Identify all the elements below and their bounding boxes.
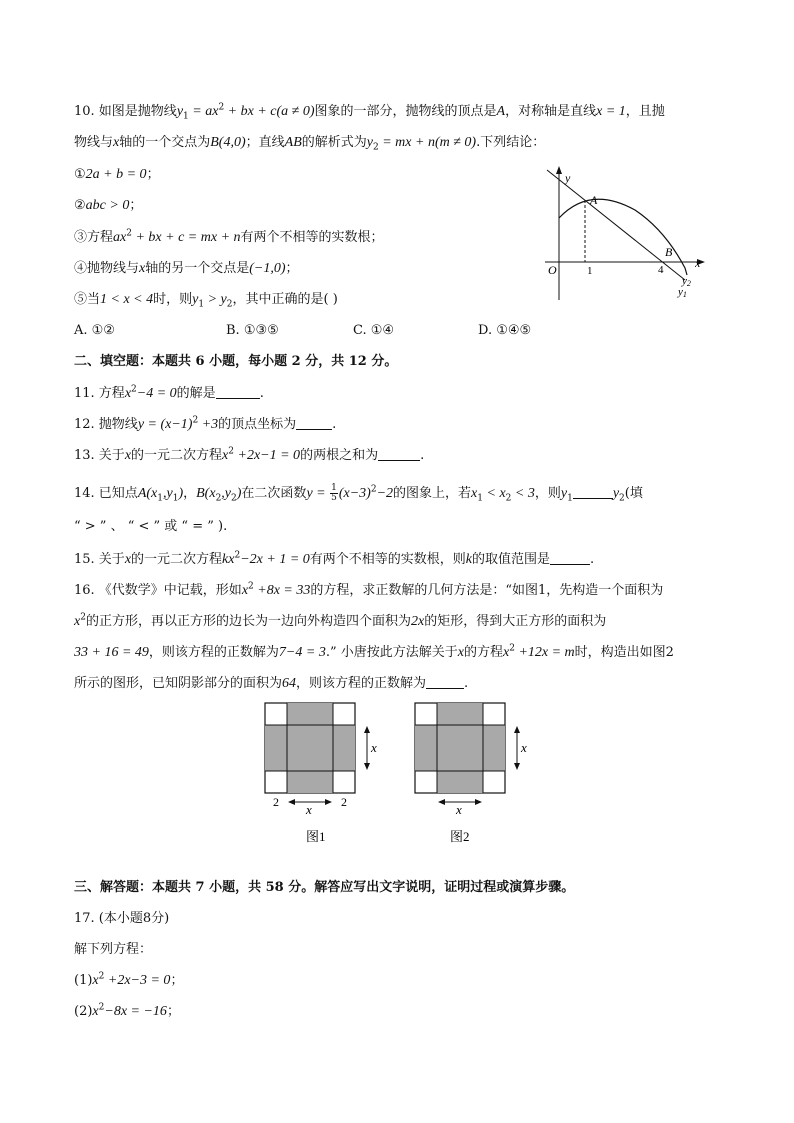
q10-math: abc > 0 [85, 198, 130, 213]
q10-math: + bx + c(a ≠ 0) [224, 104, 315, 119]
q16-math: 2x [410, 614, 425, 629]
q15-text: 有两个不相等的实数根，则 [309, 552, 466, 567]
q15-math: k [465, 552, 473, 567]
q14-text: 14. 已知点 [74, 486, 138, 501]
q14-sub: 2 [619, 493, 625, 504]
q13-sup: 2 [228, 446, 234, 457]
q10-text: 图象的一部分，抛物线的顶点是 [314, 104, 497, 119]
q16-sup: 2 [509, 643, 515, 654]
q13-math: x [124, 448, 132, 463]
q13-text: 的两根之和为 [300, 448, 379, 463]
q16-math: x [74, 614, 81, 629]
q17-title: 17. (本小题8分) [74, 911, 170, 926]
q10-option-d: D. ①④⑤ [478, 323, 532, 338]
q14-math: x [471, 486, 478, 501]
q10-text: .下列结论： [476, 135, 546, 150]
q15-text: . [590, 552, 595, 567]
q10-math: = ax [188, 104, 219, 119]
q14-math: ) [236, 486, 242, 501]
x-axis-label: x [695, 256, 701, 270]
q14-math: −2 [376, 486, 394, 501]
q16-text: 所示的图形，已知阴影部分的面积为 [74, 676, 283, 691]
q16-text: 的正方形，再以正方形的边长为一边向外构造四个面积为 [85, 614, 411, 629]
q12-math: y = (x−1) [137, 417, 193, 432]
section-3-heading: 三、解答题：本题共 7 小题，共 58 分。解答应写出文字说明，证明过程或演算步骤。 [74, 880, 575, 895]
q10-text: ② [74, 198, 86, 213]
fig1-x-label-bottom: x [306, 802, 312, 817]
q14-fraction-denominator: 5 [331, 493, 337, 503]
q11-math: x [124, 386, 132, 401]
q10-text: ；直线 [245, 135, 285, 150]
q17-text: (2) [74, 1004, 93, 1019]
q16-sup: 2 [80, 612, 86, 623]
arrowhead [364, 726, 370, 733]
fig1-label-2-right: 2 [341, 795, 347, 809]
q10-math: x [139, 261, 146, 276]
q10-text: 轴的另一个交点是 [145, 261, 250, 276]
q16-text: ，则该方程的正数解为 [148, 645, 279, 660]
q12-math: +3 [198, 417, 219, 432]
q13 [74, 446, 424, 466]
q10-sub: 1 [183, 111, 189, 122]
q15-math: −2x + 1 = 0 [240, 552, 310, 567]
q10-sup: 2 [218, 102, 225, 113]
q17-sup: 2 [98, 971, 105, 982]
q16-math: x [502, 645, 510, 660]
q14-math: y [612, 486, 620, 501]
q16-line1 [74, 581, 663, 601]
q14-sub: 2 [215, 493, 222, 504]
q11-answer-blank[interactable] [216, 384, 260, 399]
q14-sub: 2 [505, 493, 512, 504]
q10-statement-1 [74, 165, 160, 185]
q16-math: 64 [282, 676, 297, 691]
shaded-horizontal [265, 725, 355, 771]
q14-answer-blank[interactable] [573, 484, 613, 499]
q14-fraction-numerator: 1 [331, 483, 337, 493]
y2-label: y2 [682, 275, 691, 288]
q10-sub: 2 [373, 142, 379, 153]
q11-text: 11. 方程 [74, 386, 125, 401]
q14-math: ,y [162, 486, 173, 501]
q10-math: x [113, 135, 120, 150]
q11-text: . [259, 386, 264, 401]
q10-math: y [366, 135, 373, 150]
q10-text: ① [74, 167, 86, 182]
q10-math: y [176, 104, 184, 119]
q14-math: y = [306, 486, 330, 501]
y-axis-arrow [556, 166, 562, 174]
arrowhead [325, 799, 332, 805]
q10-text: ④抛物线与 [74, 261, 140, 276]
q10-text: 物线与 [74, 135, 114, 150]
q15-math: kx [222, 552, 235, 567]
fig2-x-label-bottom: x [456, 802, 462, 817]
q12-text: . [332, 417, 337, 432]
q12-text: 12. 抛物线 [74, 417, 138, 432]
arrowhead [514, 726, 520, 733]
q10-sub: 1 [198, 299, 205, 310]
q16-math: 7−4 = 3 [278, 645, 326, 660]
q14-math: A(x [137, 486, 158, 501]
q14-text: 的图象上，若 [393, 486, 472, 501]
q10-text: 轴的一个交点为 [119, 135, 211, 150]
q16-math: +12x = m [514, 645, 575, 660]
q11-text: 的解是 [176, 386, 216, 401]
q14-math: ,y [221, 486, 232, 501]
q10-text: 的解析式为 [301, 135, 367, 150]
fig1-x-label-right: x [371, 740, 377, 755]
q10-math: + bx + c = mx + n [131, 230, 241, 245]
q10-text: 有两个不相等的实数根； [240, 230, 384, 245]
q17-math: x [92, 973, 99, 988]
arrowhead [288, 799, 295, 805]
fig2-x-label-right: x [521, 740, 527, 755]
q13-text: 的一元二次方程 [131, 448, 223, 463]
q10-line1 [74, 102, 665, 122]
q10-text: ③方程 [74, 230, 114, 245]
tick-label-4: 4 [658, 264, 664, 276]
q14-fraction [330, 484, 338, 503]
q17-math: x [92, 1004, 99, 1019]
q10-text: 10. 如图是抛物线 [74, 104, 177, 119]
line-ab [547, 170, 685, 280]
q14-text: ，则 [534, 486, 561, 501]
q14-math: (x−3) [338, 486, 371, 501]
q14-sub: 1 [567, 493, 573, 504]
q10-sub: 2 [226, 299, 233, 310]
q10-math: ax [113, 230, 127, 245]
q17-math: −8x = −16 [104, 1004, 167, 1019]
q14-math: ) [178, 486, 184, 501]
q14-line1 [74, 484, 643, 504]
q10-math: = mx + n(m ≠ 0) [378, 135, 477, 150]
fig2-caption: 图2 [450, 829, 470, 844]
q14-math: < 3 [511, 486, 535, 501]
q10-math: AB [284, 135, 302, 150]
q15-math: x [124, 552, 132, 567]
q10-text: ，且抛 [625, 104, 665, 119]
q13-math: x [222, 448, 229, 463]
q16-text: 时，构造出如图2 [574, 645, 674, 660]
arrowhead [438, 799, 445, 805]
q16-text: 16. 《代数学》中记载，形如 [74, 583, 242, 598]
q16-math: +8x = 33 [253, 583, 311, 598]
q16-line3 [74, 643, 674, 663]
q17-text: (1) [74, 973, 93, 988]
q10-graph [535, 160, 715, 305]
arrowhead [475, 799, 482, 805]
q10-text: ⑤当 [74, 292, 101, 307]
q10-text: ； [285, 261, 299, 276]
fig1-caption: 图1 [306, 829, 326, 844]
q17-part-1 [74, 971, 183, 991]
q10-option-b: B. ①③⑤ [226, 323, 279, 338]
q12-answer-blank[interactable] [296, 415, 332, 430]
q16-math: x [457, 645, 464, 660]
q12-sup: 2 [192, 415, 199, 426]
q15-sup: 2 [234, 550, 241, 561]
arrowhead [364, 763, 370, 770]
q16-text: .” 小唐按此方法解关于 [325, 645, 458, 660]
q10-text: ，其中正确的是( ) [232, 292, 338, 307]
q16-answer-blank[interactable] [426, 674, 464, 689]
q10-text: ； [129, 198, 143, 213]
q15-text: 的一元二次方程 [131, 552, 223, 567]
q10-math: (−1,0) [249, 261, 286, 276]
arrowhead [514, 763, 520, 770]
q17-text: ； [166, 1004, 180, 1019]
point-b-label: B [665, 245, 673, 259]
q12-text: 的顶点坐标为 [218, 417, 297, 432]
q17-text: ； [170, 973, 184, 988]
fig1-label-2-left: 2 [273, 795, 279, 809]
q10-text: 时，则 [153, 292, 193, 307]
q14-sub: 1 [477, 493, 483, 504]
q16-math: x [241, 583, 249, 598]
q17-sup: 2 [98, 1002, 105, 1013]
q11-math: −4 = 0 [136, 386, 177, 401]
q13-answer-blank[interactable] [378, 446, 420, 461]
y1-label: y1 [678, 286, 687, 299]
q10-math: 1 < x < 4 [100, 292, 154, 307]
q14-line2: “ > ” 、 “ < ” 或 “ = ” ). [74, 519, 228, 534]
q10-math: A [496, 104, 506, 119]
q14-sub: 1 [157, 493, 163, 504]
q13-math: +2x−1 = 0 [234, 448, 301, 463]
q11-sup: 2 [131, 384, 137, 395]
q10-line2 [74, 133, 545, 153]
q13-text: 13. 关于 [74, 448, 125, 463]
q16-math: 33 + 16 = 49 [74, 645, 149, 660]
q15 [74, 550, 594, 570]
q16-line4 [74, 674, 468, 694]
q10-math: 2a + b = 0 [85, 167, 147, 182]
tick-label-1: 1 [587, 265, 593, 277]
shaded-horizontal [415, 725, 505, 771]
q13-text: . [420, 448, 425, 463]
q16-text: 的矩形，得到大正方形的面积为 [424, 614, 607, 629]
q11 [74, 384, 264, 404]
q16-figure-1 [255, 698, 380, 848]
q16-figure-2 [405, 698, 530, 848]
parabola-curve [559, 199, 687, 275]
q10-sup: 2 [126, 228, 132, 239]
q17-math: +2x−3 = 0 [104, 973, 171, 988]
q14-math: B(x [196, 486, 216, 501]
q14-math: < x [483, 486, 506, 501]
q14-text: (填 [624, 486, 643, 501]
q10-statement-3 [74, 228, 384, 248]
q15-answer-blank[interactable] [550, 550, 590, 565]
section-2-heading: 二、填空题：本题共 6 小题，每小题 2 分，共 12 分。 [74, 354, 398, 369]
q12 [74, 415, 336, 435]
q16-text: . [464, 676, 469, 691]
q16-text: 的方程 [463, 645, 503, 660]
q10-math: B(4,0) [210, 135, 246, 150]
q10-text: ； [146, 167, 160, 182]
origin-label: O [548, 263, 557, 277]
q15-text: 的取值范围是 [472, 552, 551, 567]
y-axis-label: y [565, 171, 571, 185]
q16-text: 的方程，求正数解的几何方法是：“如图1，先构造一个面积为 [310, 583, 664, 598]
q14-sub: 2 [231, 493, 237, 504]
q10-statement-5 [74, 290, 338, 310]
q10-text: ，对称轴是直线 [505, 104, 597, 119]
q10-option-a: A. ①② [74, 323, 115, 338]
q16-sup: 2 [248, 581, 254, 592]
q14-text: ， [183, 486, 197, 501]
q15-text: 15. 关于 [74, 552, 125, 567]
q14-text: 在二次函数 [241, 486, 307, 501]
q14-sup: 2 [370, 484, 377, 495]
point-a-label: A [590, 193, 598, 207]
q10-math: > y [204, 292, 227, 307]
q17-intro: 解下列方程： [74, 942, 153, 957]
q16-line2 [74, 612, 606, 632]
q16-text: ，则该方程的正数解为 [296, 676, 427, 691]
q10-option-c: C. ①④ [353, 323, 395, 338]
q10-math: x = 1 [596, 104, 626, 119]
q14-math: y [560, 486, 568, 501]
q10-statement-4 [74, 259, 299, 279]
q14-sub: 1 [172, 493, 179, 504]
q10-statement-2 [74, 196, 142, 216]
q17-part-2 [74, 1002, 180, 1022]
q10-math: y [192, 292, 199, 307]
